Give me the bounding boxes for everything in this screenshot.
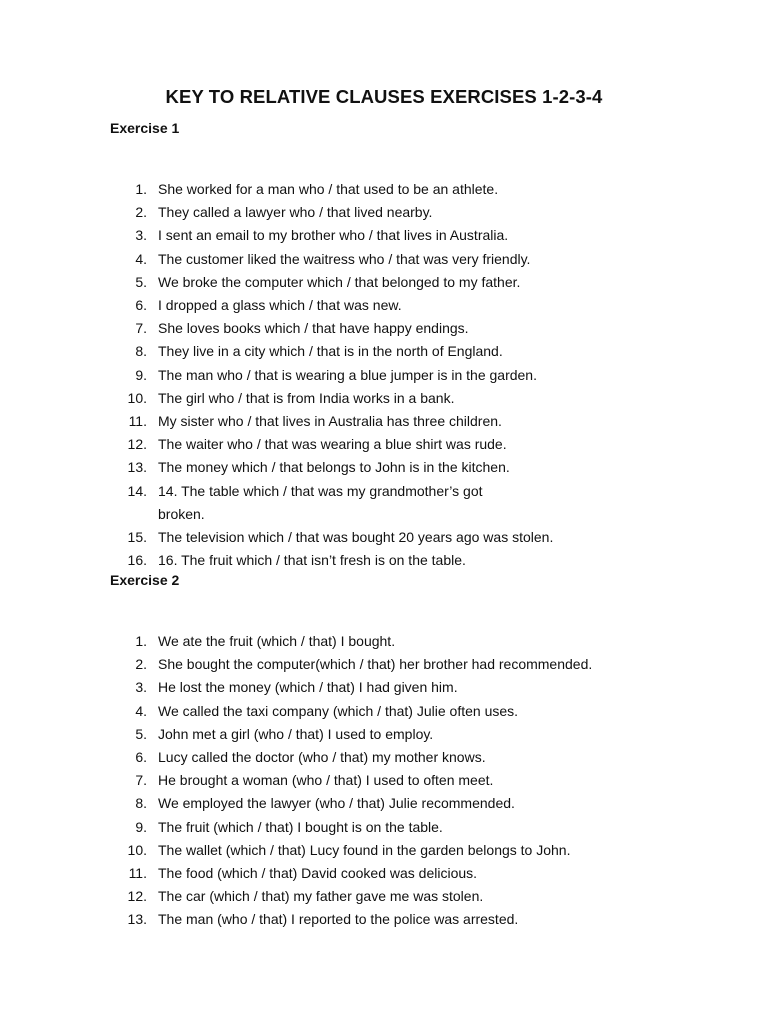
item-text: We called the taxi company (which / that) Julie often uses. (158, 702, 519, 719)
exercise-1-answer-list (110, 178, 670, 572)
list-item (110, 653, 670, 676)
list-item (110, 769, 670, 792)
list-item (110, 364, 670, 387)
item-text: I dropped a glass which / that was new. (158, 297, 402, 314)
exercise-2-heading: Exercise 2 (110, 572, 180, 588)
item-number: 1. (135, 633, 147, 649)
list-item (110, 630, 670, 653)
item-text: She bought the computer(which / that) her brother had recommended. (158, 656, 593, 673)
item-number: 12. (127, 436, 147, 453)
item-text: The customer liked the waitress who / that was very friendly. (158, 250, 531, 267)
list-item (110, 526, 670, 549)
item-text: Lucy called the doctor (who / that) my mother knows. (158, 749, 486, 766)
item-text: He lost the money (which / that) I had given him. (158, 679, 458, 696)
list-item (110, 700, 670, 723)
item-number: 15. (127, 529, 147, 546)
list-item (110, 549, 670, 572)
item-number: 1. (135, 181, 147, 197)
list-item (110, 387, 670, 410)
item-text: John met a girl (who / that) I used to employ. (158, 725, 434, 742)
item-text: The money which / that belongs to John is in the kitchen. (158, 459, 510, 476)
list-item (110, 816, 670, 839)
item-number: 5. (135, 273, 147, 290)
item-number: 11. (128, 413, 147, 430)
item-text: 16. The fruit which / that isn’t fresh is on the table. (158, 552, 466, 569)
list-item (110, 480, 670, 526)
item-number: 4. (135, 250, 147, 267)
item-text: The girl who / that is from India works in a bank. (158, 389, 455, 406)
list-item (110, 248, 670, 271)
item-number: 13. (127, 459, 147, 476)
exercise-1-section (110, 118, 670, 572)
list-item (110, 792, 670, 815)
list-item (110, 271, 670, 294)
item-number: 9. (135, 366, 147, 383)
item-text: The wallet (which / that) Lucy found in the garden belongs to John. (158, 841, 571, 858)
item-number: 10. (127, 841, 147, 858)
item-text: 14. The table which / that was my grandmother’s got broken. (158, 482, 483, 522)
item-number: 9. (135, 818, 147, 835)
item-number: 3. (135, 227, 147, 244)
item-text: We broke the computer which / that belonged to my father. (158, 273, 521, 290)
item-number: 2. (135, 656, 147, 673)
item-number: 3. (135, 679, 147, 696)
item-number: 12. (127, 888, 147, 905)
list-item (110, 433, 670, 456)
item-text: The man (who / that) I reported to the police was arrested. (158, 911, 519, 928)
item-number: 10. (127, 389, 147, 406)
list-item (110, 862, 670, 885)
list-item (110, 317, 670, 340)
document-title: KEY TO RELATIVE CLAUSES EXERCISES 1-2-3-4 (165, 86, 603, 107)
item-text: He brought a woman (who / that) I used to often meet. (158, 772, 494, 789)
item-text: She loves books which / that have happy endings. (158, 320, 469, 337)
item-number: 16. (127, 552, 147, 569)
item-text: The waiter who / that was wearing a blue shirt was rude. (158, 436, 507, 453)
item-text: We employed the lawyer (who / that) Julie recommended. (158, 795, 515, 812)
item-text: The car (which / that) my father gave me was stolen. (158, 888, 484, 905)
item-number: 7. (135, 320, 147, 337)
item-text: The fruit (which / that) I bought is on the table. (158, 818, 443, 835)
list-item (110, 456, 670, 479)
item-text: They live in a city which / that is in the north of England. (158, 343, 503, 360)
item-number: 14. (127, 482, 147, 499)
list-item (110, 201, 670, 224)
item-number: 2. (135, 204, 147, 221)
item-number: 8. (135, 795, 147, 812)
item-text: I sent an email to my brother who / that lives in Australia. (158, 227, 509, 244)
list-item (110, 908, 670, 931)
item-number: 5. (135, 725, 147, 742)
list-item (110, 410, 670, 433)
list-item (110, 885, 670, 908)
item-text: The television which / that was bought 20 years ago was stolen. (158, 529, 554, 546)
list-item (110, 723, 670, 746)
item-number: 6. (135, 749, 147, 766)
item-text: We ate the fruit (which / that) I bought. (158, 633, 396, 649)
item-number: 8. (135, 343, 147, 360)
item-number: 7. (135, 772, 147, 789)
item-text: The food (which / that) David cooked was delicious. (158, 865, 478, 882)
list-item (110, 746, 670, 769)
exercise-1-heading: Exercise 1 (110, 120, 180, 136)
exercise-2-answer-list (110, 630, 670, 932)
item-number: 6. (135, 297, 147, 314)
item-text: She worked for a man who / that used to be an athlete. (158, 181, 499, 197)
item-number: 4. (135, 702, 147, 719)
exercise-2-section (110, 570, 670, 932)
item-text: They called a lawyer who / that lived nearby. (158, 204, 433, 221)
item-number: 13. (127, 911, 147, 928)
list-item (110, 224, 670, 247)
item-text: The man who / that is wearing a blue jumper is in the garden. (158, 366, 537, 383)
list-item (110, 340, 670, 363)
item-number: 11. (128, 865, 147, 882)
list-item (110, 178, 670, 201)
list-item (110, 839, 670, 862)
list-item (110, 294, 670, 317)
list-item (110, 676, 670, 699)
item-text: My sister who / that lives in Australia has three children. (158, 413, 502, 430)
